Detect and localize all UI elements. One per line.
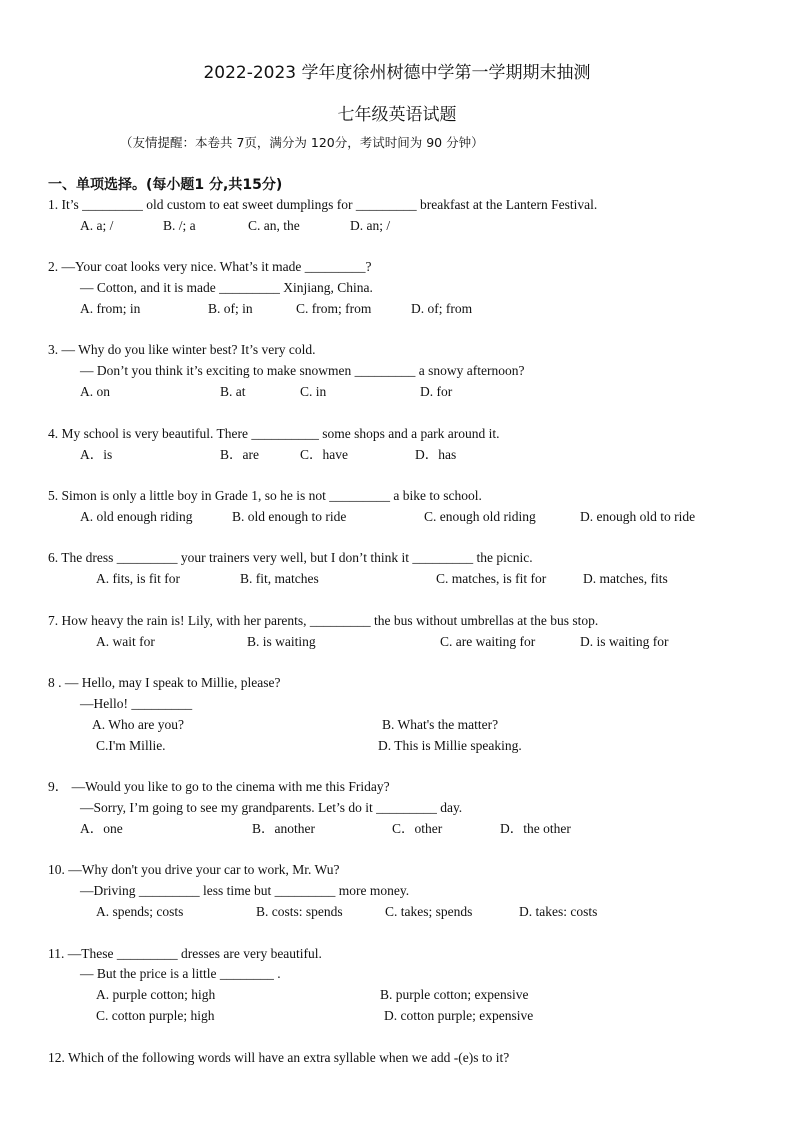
question-10-stem: 10. —Why don't you drive your car to work, Mr. Wu?: [48, 862, 340, 877]
q5-option-d[interactable]: D. enough old to ride: [580, 509, 696, 524]
q9-option-b[interactable]: B．another: [252, 821, 315, 836]
question-7-stem: 7. How heavy the rain is! Lily, with her parents, _________ the bus without umbrellas at the bus stop.: [48, 613, 599, 628]
q4-option-b[interactable]: B．are: [220, 447, 259, 462]
q4-option-a[interactable]: A．is: [80, 447, 113, 462]
q6-option-a[interactable]: A. fits, is fit for: [96, 571, 180, 586]
q6-option-b[interactable]: B. fit, matches: [240, 571, 319, 586]
q7-option-c[interactable]: C. are waiting for: [440, 634, 536, 649]
exam-title: 2022-2023 学年度徐州树德中学第一学期期末抽测: [203, 63, 591, 83]
question-3-stem: 3. — Why do you like winter best? It’s very cold.: [48, 342, 316, 357]
q5-option-a[interactable]: A. old enough riding: [80, 509, 193, 524]
q4-option-d[interactable]: D．has: [415, 447, 457, 462]
exam-note: （友情提醒：本卷共 7页，满分为 120分，考试时间为 90 分钟）: [120, 135, 484, 150]
q5-option-b[interactable]: B. old enough to ride: [232, 509, 347, 524]
q8-option-c[interactable]: C.I'm Millie.: [96, 738, 166, 753]
q1-option-b[interactable]: B. /; a: [163, 218, 196, 233]
q11-option-d[interactable]: D. cotton purple; expensive: [384, 1008, 534, 1023]
q4-option-c[interactable]: C．have: [300, 447, 348, 462]
q2-option-c[interactable]: C. from; from: [296, 301, 372, 316]
q11-option-a[interactable]: A. purple cotton; high: [96, 987, 216, 1002]
exam-subtitle: 七年级英语试题: [337, 105, 457, 125]
q10-option-a[interactable]: A. spends; costs: [96, 904, 184, 919]
q11-option-c[interactable]: C. cotton purple; high: [96, 1008, 215, 1023]
q7-option-a[interactable]: A. wait for: [96, 634, 155, 649]
question-6-stem: 6. The dress _________ your trainers very well, but I don’t think it _________ the picnic.: [48, 550, 533, 565]
q7-option-b[interactable]: B. is waiting: [247, 634, 316, 649]
q8-option-a[interactable]: A. Who are you?: [92, 717, 184, 732]
q3-option-b[interactable]: B. at: [220, 384, 246, 399]
q7-option-d[interactable]: D. is waiting for: [580, 634, 669, 649]
q1-option-c[interactable]: C. an, the: [248, 218, 300, 233]
q1-option-d[interactable]: D. an; /: [350, 218, 391, 233]
question-9-stem: 9． —Would you like to go to the cinema with me this Friday?: [48, 779, 390, 794]
question-2-stem: 2. —Your coat looks very nice. What’s it made _________?: [48, 259, 372, 274]
section-heading: 一、单项选择。(每小题1 分,共15分): [48, 177, 283, 193]
q10-option-d[interactable]: D. takes: costs: [519, 904, 598, 919]
question-9-stem-line2: —Sorry, I’m going to see my grandparents. Let’s do it _________ day.: [80, 800, 463, 815]
question-1-stem: 1. It’s _________ old custom to eat sweet dumplings for _________ breakfast at the Lantern Festival.: [48, 197, 598, 212]
q1-option-a[interactable]: A. a; /: [80, 218, 114, 233]
q10-option-b[interactable]: B. costs: spends: [256, 904, 343, 919]
q3-option-c[interactable]: C. in: [300, 384, 327, 399]
q5-option-c[interactable]: C. enough old riding: [424, 509, 536, 524]
q10-option-c[interactable]: C. takes; spends: [385, 904, 473, 919]
question-11-stem: 11. —These _________ dresses are very beautiful.: [48, 946, 322, 961]
q8-option-d[interactable]: D. This is Millie speaking.: [378, 738, 522, 753]
q3-option-d[interactable]: D. for: [420, 384, 453, 399]
question-10-stem-line2: —Driving _________ less time but _________ more money.: [80, 883, 410, 898]
question-3-stem-line2: — Don’t you think it’s exciting to make snowmen _________ a snowy afternoon?: [80, 363, 525, 378]
question-11-stem-line2: — But the price is a little ________ .: [80, 966, 281, 981]
q2-option-b[interactable]: B. of; in: [208, 301, 253, 316]
question-8-stem: 8 . — Hello, may I speak to Millie, please?: [48, 675, 281, 690]
question-2-stem-line2: — Cotton, and it is made _________ Xinjiang, China.: [80, 280, 373, 295]
q8-option-b[interactable]: B. What's the matter?: [382, 717, 499, 732]
question-8-stem-line2: —Hello! _________: [80, 696, 193, 711]
q9-option-c[interactable]: C．other: [392, 821, 443, 836]
q9-option-a[interactable]: A．one: [80, 821, 123, 836]
question-5-stem: 5. Simon is only a little boy in Grade 1, so he is not _________ a bike to school.: [48, 488, 482, 503]
q6-option-d[interactable]: D. matches, fits: [583, 571, 668, 586]
question-12-stem: 12. Which of the following words will have an extra syllable when we add -(e)s to it?: [48, 1050, 510, 1065]
q2-option-a[interactable]: A. from; in: [80, 301, 141, 316]
q2-option-d[interactable]: D. of; from: [411, 301, 473, 316]
q9-option-d[interactable]: D．the other: [500, 821, 571, 836]
q3-option-a[interactable]: A. on: [80, 384, 110, 399]
question-4-stem: 4. My school is very beautiful. There __________ some shops and a park around it.: [48, 426, 500, 441]
q6-option-c[interactable]: C. matches, is fit for: [436, 571, 547, 586]
q11-option-b[interactable]: B. purple cotton; expensive: [380, 987, 529, 1002]
